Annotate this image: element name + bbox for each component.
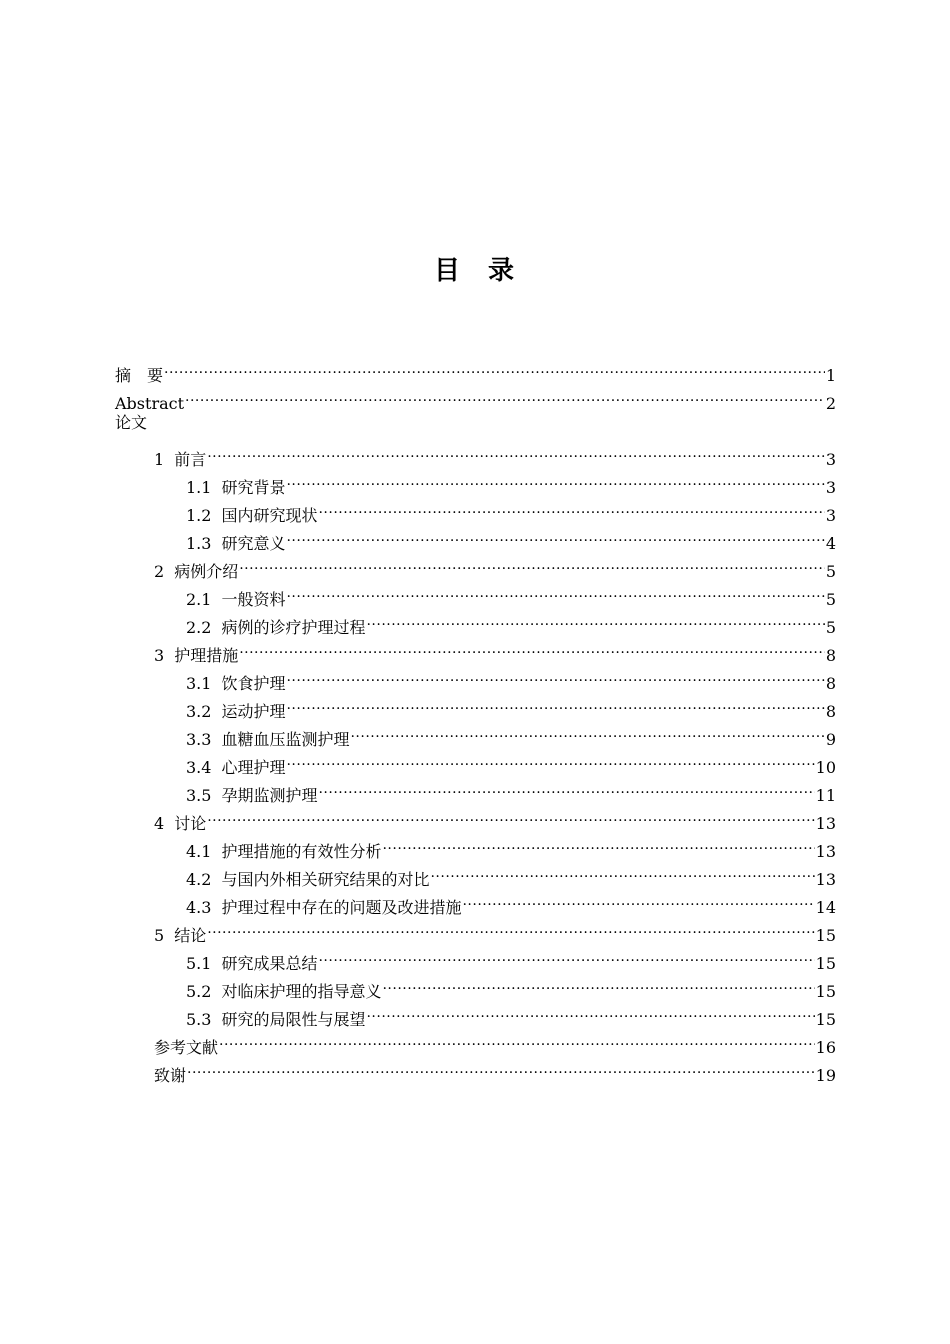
toc-dot-leader <box>366 997 814 1025</box>
toc-page-number: 3 <box>825 478 836 497</box>
toc-dot-leader <box>430 857 814 885</box>
toc-entry[interactable] <box>115 465 836 497</box>
toc-page-number: 15 <box>815 954 836 973</box>
toc-entry-label: 病例介绍 <box>174 562 239 581</box>
toc-entry[interactable] <box>115 353 836 385</box>
toc-entry-number: 2 <box>154 562 165 581</box>
toc-entry-number: 4 <box>154 814 165 833</box>
toc-entry-label: 饮食护理 <box>221 674 286 693</box>
toc-dot-leader <box>239 549 825 577</box>
toc-page-number: 8 <box>825 646 836 665</box>
toc-dot-leader <box>286 577 824 605</box>
toc-entry-number: 1.3 <box>186 534 212 553</box>
toc-entry-number: 2.1 <box>186 590 212 609</box>
toc-page-number: 8 <box>825 702 836 721</box>
toc-entry-label: 运动护理 <box>221 702 286 721</box>
toc-dot-leader <box>286 745 814 773</box>
toc-entry[interactable] <box>115 801 836 833</box>
toc-dot-leader <box>207 437 825 465</box>
toc-entry-number: 4.2 <box>186 870 212 889</box>
toc-dot-leader <box>366 605 824 633</box>
toc-page-number: 9 <box>825 730 836 749</box>
toc-dot-leader <box>286 465 824 493</box>
toc-dot-leader <box>286 689 824 717</box>
toc-page-number: 15 <box>815 1010 836 1029</box>
toc-page-number: 19 <box>815 1066 836 1085</box>
toc-entry-label: 心理护理 <box>221 758 286 777</box>
toc-page-number: 14 <box>815 898 836 917</box>
toc-entry[interactable] <box>115 941 836 973</box>
toc-entry-label: 研究背景 <box>221 478 286 497</box>
toc-page-number: 5 <box>825 590 836 609</box>
toc-entry-label: 前言 <box>174 450 207 469</box>
toc-entry-label: 参考文献 <box>154 1038 219 1057</box>
toc-entry-number: 3.4 <box>186 758 212 777</box>
toc-dot-leader <box>286 661 824 689</box>
toc-entry-label: 孕期监测护理 <box>221 786 318 805</box>
toc-entry-label: 研究成果总结 <box>221 954 318 973</box>
toc-page-number: 15 <box>815 926 836 945</box>
table-of-contents <box>115 353 836 1085</box>
title-part-2: 录 <box>488 256 517 286</box>
toc-dot-leader <box>318 493 824 521</box>
page-title <box>0 250 950 287</box>
toc-page-number: 16 <box>815 1038 836 1057</box>
toc-entry-label: 血糖血压监测护理 <box>221 730 350 749</box>
toc-entry-label: 与国内外相关研究结果的对比 <box>221 870 430 889</box>
toc-entry[interactable] <box>115 1053 836 1085</box>
title-part-1: 目 <box>433 256 462 286</box>
toc-entry-number: 3.2 <box>186 702 212 721</box>
toc-entry-label: 护理措施的有效性分析 <box>221 842 382 861</box>
toc-entry-label: 研究意义 <box>221 534 286 553</box>
toc-entry-label: 一般资料 <box>221 590 286 609</box>
toc-page-number: 3 <box>825 450 836 469</box>
toc-page-number: 5 <box>825 618 836 637</box>
toc-page-number: 5 <box>825 562 836 581</box>
toc-entry-number: 4.3 <box>186 898 212 917</box>
toc-dot-leader <box>350 717 824 745</box>
toc-page-number: 15 <box>815 982 836 1001</box>
toc-entry[interactable] <box>115 913 836 945</box>
toc-page-number: 13 <box>815 814 836 833</box>
toc-entry-label: 致谢 <box>154 1066 187 1085</box>
toc-dot-leader <box>187 1053 815 1081</box>
toc-entry-label: 讨论 <box>174 814 207 833</box>
toc-entry-number: 5.2 <box>186 982 212 1001</box>
toc-entry-number: 3.5 <box>186 786 212 805</box>
toc-entry-label: 护理过程中存在的问题及改进措施 <box>221 898 462 917</box>
toc-dot-leader <box>286 521 824 549</box>
toc-page-number: 8 <box>825 674 836 693</box>
toc-entry-label: 国内研究现状 <box>221 506 318 525</box>
toc-dot-leader <box>318 773 814 801</box>
toc-entry-label: 论文 <box>115 413 148 432</box>
toc-page-number: 11 <box>815 786 836 805</box>
toc-entry[interactable] <box>115 381 836 413</box>
toc-page-number: 10 <box>815 758 836 777</box>
toc-entry-number: 5 <box>154 926 165 945</box>
toc-entry-number: 1.1 <box>186 478 212 497</box>
toc-entry-label: 对临床护理的指导意义 <box>221 982 382 1001</box>
toc-dot-leader <box>382 829 814 857</box>
toc-page-number: 2 <box>825 394 836 413</box>
toc-dot-leader <box>207 801 814 829</box>
toc-dot-leader <box>164 353 825 381</box>
toc-dot-leader <box>239 633 825 661</box>
toc-entry[interactable] <box>115 409 836 437</box>
toc-entry-number: 3 <box>154 646 165 665</box>
toc-dot-leader <box>462 885 814 913</box>
toc-entry-number: 1.2 <box>186 506 212 525</box>
toc-page-number: 1 <box>825 366 836 385</box>
toc-entry-label: 摘 要 <box>115 366 164 385</box>
toc-dot-leader <box>382 969 814 997</box>
toc-page-number: 13 <box>815 842 836 861</box>
toc-entry[interactable] <box>115 437 836 469</box>
toc-entry-label: 病例的诊疗护理过程 <box>221 618 366 637</box>
toc-entry-number: 5.3 <box>186 1010 212 1029</box>
toc-entry[interactable] <box>115 829 836 861</box>
toc-entry-label: 护理措施 <box>174 646 239 665</box>
toc-entry-label: 研究的局限性与展望 <box>221 1010 366 1029</box>
toc-entry[interactable] <box>115 1025 836 1057</box>
toc-entry-number: 2.2 <box>186 618 212 637</box>
toc-page-number: 3 <box>825 506 836 525</box>
toc-entry-number: 4.1 <box>186 842 212 861</box>
toc-entry-label: Abstract <box>115 394 185 413</box>
toc-entry-number: 3.3 <box>186 730 212 749</box>
toc-entry-label: 结论 <box>174 926 207 945</box>
toc-entry-number: 1 <box>154 450 165 469</box>
toc-dot-leader <box>207 913 814 941</box>
toc-entry-number: 3.1 <box>186 674 212 693</box>
toc-page-number: 4 <box>825 534 836 553</box>
toc-dot-leader <box>219 1025 815 1053</box>
toc-entry-number: 5.1 <box>186 954 212 973</box>
toc-page-number: 13 <box>815 870 836 889</box>
toc-dot-leader <box>185 381 825 409</box>
toc-dot-leader <box>318 941 814 969</box>
